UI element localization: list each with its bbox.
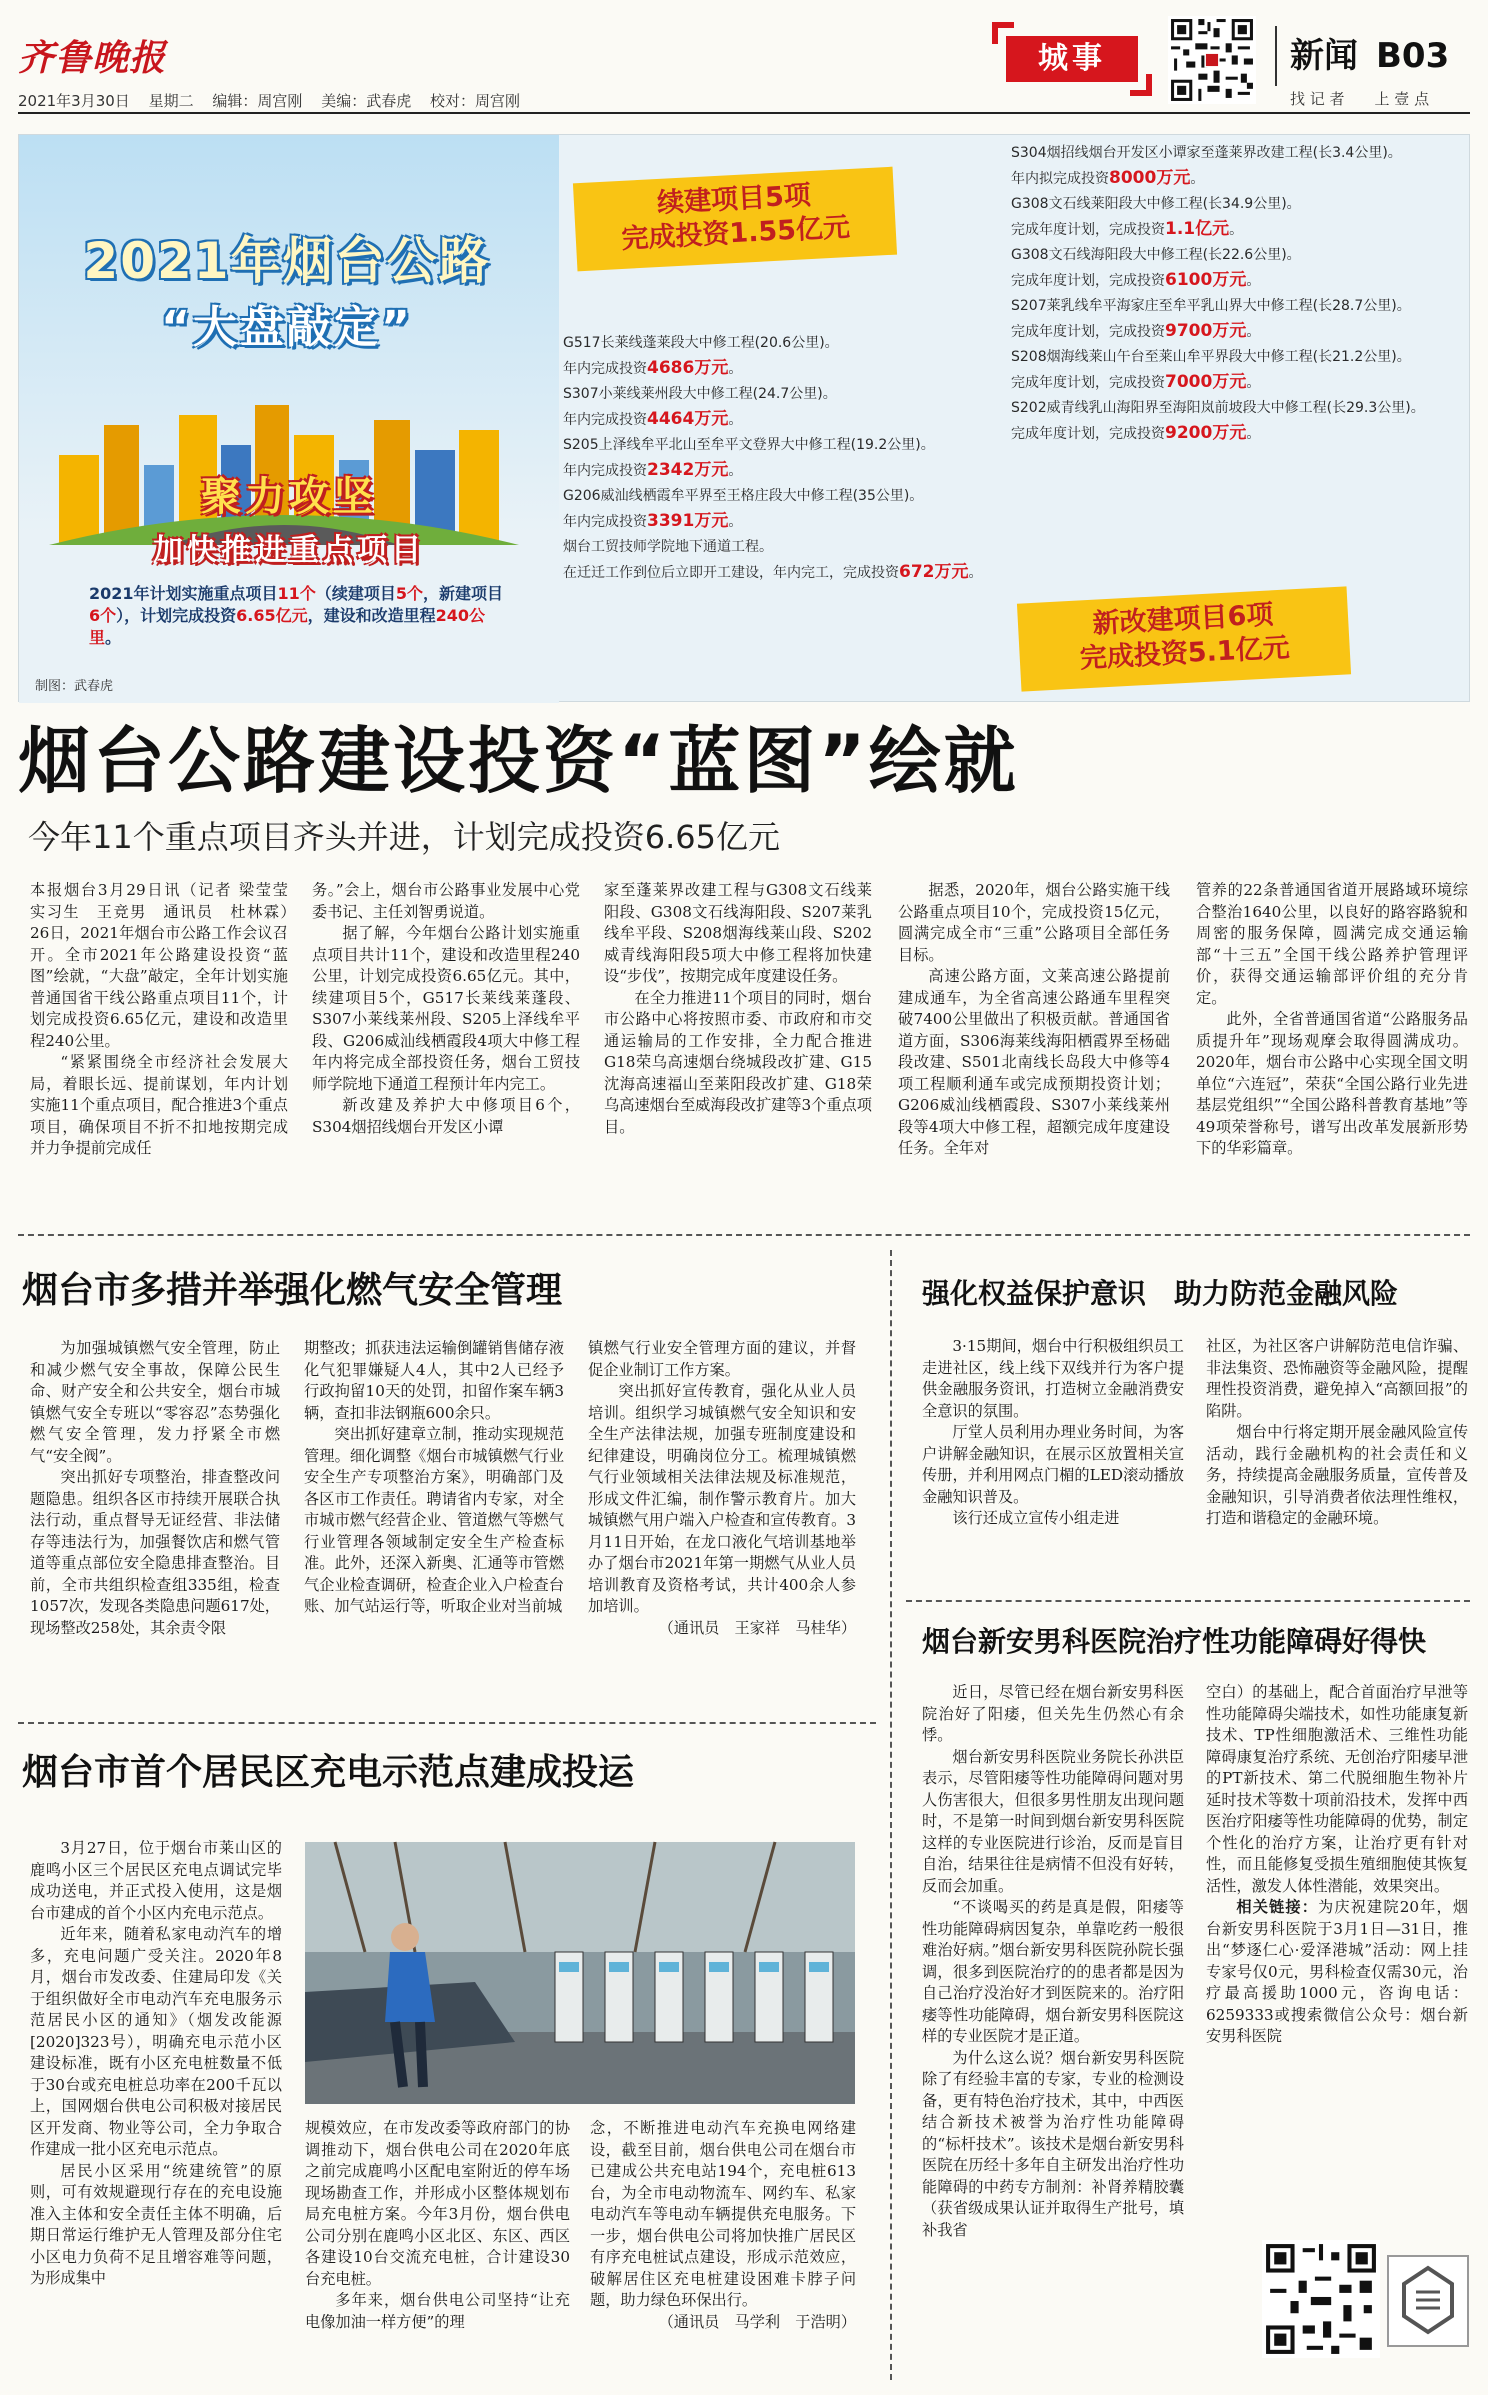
project-item [563,382,983,433]
infographic-slogan-secondary: 加快推进重点项目 [153,533,425,568]
article-paragraph: 念，不断推进电动汽车充换电网络建设，截至目前，烟台供电公司在烟台市已建成公共充电站194个，充电桩613台，为全市电动物流车、网约车、私家电动汽车等电动车辆提供充电服务。下一步，烟台供电公司将加快推广居民区有序充电桩试点建设，形成示范效应，破解居住区充电桩建设困难卡脖子问题，助力绿色环保出行。 [590,2119,856,2309]
gas-column-1 [30,1338,280,1708]
infographic-credit: 制图：武春虎 [35,679,114,694]
project-item [1011,192,1451,243]
project-item [1011,141,1451,192]
investment-value: 4686万元 [647,358,729,378]
new-project-list [1011,141,1451,447]
investment-suffix: 。 [1246,375,1261,391]
hospital-headline: 烟台新安男科医院治疗性功能障碍好得快 [922,1625,1427,1658]
charging-headline: 烟台市首个居民区充电示范点建成投运 [22,1752,635,1793]
article-paragraph: 管养的22条普通国省道开展路域环境综合整治1640公里，以良好的路容路貌和周密的服务保障，圆满完成交通运输部“十三五”全国干线公路养护管理评价，获得交通运输部评价组的充分肯定。 [1196,881,1468,1007]
lead-subhead: 今年11个重点项目齐头并进，计划完成投资6.65亿元 [28,818,780,856]
newspaper-logo: 齐鲁晚报 [18,37,167,79]
investment-suffix: 。 [1190,171,1205,187]
article-paragraph: 本报烟台3月29日讯（记者 梁莹莹 实习生 王竞男 通讯员 杜林霖） 26日，2021年烟台市公路工作会议召开。全市2021年公路建设投资“蓝图”绘就，“大盘”敲定，全年计划实施普通国省干线公路重点项目11个，计划完成投资6.65亿元，建设和改造里程240公里。 [30,881,304,1050]
investment-value: 2342万元 [647,460,729,480]
project-name: S304烟招线烟台开发区小谭家至蓬莱界改建工程(长3.4公里)。 [1011,145,1402,161]
article-paragraph: 据了解，今年烟台公路计划实施重点项目共计11个，建设和改造里程240公里，计划完成投资6.65亿元。其中，续建项目5个，G517长莱线莱蓬段、S307小莱线莱州段、S205上泽线牟平段、G206威汕线栖霞段4项大中修工程年内将完成全部投资任务，烟台工贸技师学院地下通道工程预计年内完工。 [312,924,580,1093]
section-divider [18,1722,876,1724]
investment-suffix: 。 [728,412,743,428]
finance-headline: 强化权益保护意识 助力防范金融风险 [922,1277,1399,1310]
article-paragraph: 镇燃气行业安全管理方面的建议，并督促企业制订工作方案。 [588,1339,856,1379]
project-item [563,433,983,484]
article-paragraph: 突出抓好建章立制，推动实现规范管理。细化调整《烟台市城镇燃气行业安全生产专项整治方案》，明确部门及各区市工作责任。聘请省内专家，对全市城市燃气经营企业、管道燃气等燃气行业管理各领域制定安全生产检查标准。此外，还深入新奥、汇通等市管燃气企业检查调研，检查企业入户检查台账、加气站运行等，听取企业对当前城 [304,1425,564,1615]
page-number: B03 [1376,36,1450,76]
investment-suffix: 。 [1246,324,1261,340]
article-paragraph: 高速公路方面，文莱高速公路提前建成通车，为全省高速公路通车里程突破7400公里做出了积极贡献。普通国省道方面，S306海莱线海阳栖霞界至杨础段改建、S501北南线长岛段大中修等4项工程顺利通车或完成预期投资计划；G206威汕线栖霞段、S307小莱线莱州段等4项大中修工程，超额完成年度建设任务。全年对 [898,967,1170,1157]
investment-value: 672万元 [899,562,969,582]
infographic-slogan-primary: 聚力攻坚 [201,474,377,520]
lead-column-4 [898,880,1170,1220]
section-label-box [992,22,1152,96]
summary-number: 6个 [89,606,117,625]
hospital-column-1 [922,1682,1184,2382]
related-link-label: 相关链接： [1236,1898,1319,1916]
article-paragraph: 该行还成立宣传小组走进 [952,1509,1120,1527]
infographic-title-main: “大盘敲定” [161,302,413,353]
investment-suffix: 。 [1246,273,1261,289]
summary-text: 。 [105,628,122,647]
finance-column-1 [922,1336,1184,1586]
investment-value: 1.1亿元 [1165,219,1230,239]
badge-line: 续建项目5项 [656,180,812,220]
project-investment [1011,268,1451,294]
summary-text: ，新建项目 [422,584,503,603]
summary-number: 11个 [277,584,316,603]
investment-suffix: 。 [1229,222,1244,238]
project-item [563,535,983,586]
investment-value: 6100万元 [1165,270,1247,290]
project-investment [563,509,983,535]
project-name: G206威汕线栖霞牟平界至王格庄段大中修工程(35公里)。 [563,488,924,504]
article-paragraph: 规模效应，在市发改委等政府部门的协调推动下，烟台供电公司在2020年底之前完成鹿鸣小区配电室附近的停车场现场勘查工作，并形成小区整体规划布局充电桩方案。今年3月份，烟台供电公司分别在鹿鸣小区北区、东区、西区各建设10台交流充电桩，合计建设30台充电桩。 [305,2119,570,2288]
column-divider [890,1250,892,2380]
project-item [1011,294,1451,345]
issue-date: 2021年3月30日 [18,92,130,110]
investment-value: 3391万元 [647,511,729,531]
project-item [563,331,983,382]
investment-suffix: 。 [968,565,983,581]
badge-line: 完成投资1.55亿元 [620,212,851,255]
investment-value: 9200万元 [1165,423,1247,443]
charging-column-3 [590,2118,856,2386]
article-paragraph: 多年来，烟台供电公司坚持“让充电像加油一样方便”的理 [305,2291,570,2331]
badge-line: 完成投资5.1亿元 [1079,632,1291,675]
investment-value: 9700万元 [1165,321,1247,341]
investment-label: 年内完成投资 [563,361,647,377]
project-item [563,484,983,535]
article-paragraph: 空白）的基础上，配合首面治疗早泄等性功能障碍尖端技术，如性功能康复新技术、TP性细胞激活术、三维性功能障碍康复治疗系统、无创治疗阳痿早泄的PT新技术、第二代脱细胞生物补片延时技术等数十项前沿技术，发挥中西医治疗阳痿等性功能障碍的优势，制定个性化的治疗方案，让治疗更有针对性，而且能修复受损生殖细胞使其恢复活性，激发人体性潜能，效果突出。 [1206,1683,1468,1895]
investment-label: 年内完成投资 [563,463,647,479]
article-paragraph: 家至蓬莱界改建工程与G308文石线莱阳段、G308文石线海阳段、S207莱乳线牟平段、S208烟海线莱山段、S202威青线海阳段5项大中修工程将加快建设“步伐”，按期完成年度建设任务。 [604,881,872,985]
infographic-summary [89,583,509,649]
summary-text: （续建项目 [315,584,396,603]
project-name: S207莱乳线牟平海家庄至牟平乳山界大中修工程(长28.7公里)。 [1011,298,1411,314]
summary-number: 240公里 [89,606,486,647]
article-paragraph: 此外，全省普通国省道“公路服务品质提升年”现场观摩会取得圆满成功。2020年，烟台市公路中心实现全国文明单位“六连冠”，荣获“全国公路行业先进基层党组织”“全国公路科普教育基地”等49项荣誉称号，谱写出改革发展新形势下的华彩篇章。 [1196,1010,1468,1157]
investment-suffix: 。 [728,463,743,479]
summary-text: ，建设和改造里程 [307,606,436,625]
investment-value: 8000万元 [1109,168,1191,188]
qr-code-icon [1168,16,1256,104]
article-paragraph: 3·15期间，烟台中行积极组织员工走进社区，线上线下双线并行为客户提供金融服务资讯，打造树立金融消费安全意识的氛围。 [922,1337,1184,1420]
continue-project-list [563,331,983,586]
investment-label: 完成年度计划，完成投资 [1011,426,1165,442]
article-paragraph: “紧紧围绕全市经济社会发展大局，着眼长远、提前谋划，年内计划实施11个重点项目，配合推进3个重点项目，确保项目不折不扣地按期完成并力争提前完成任 [30,1053,288,1157]
article-paragraph: “不谈喝买的药是真是假，阳痿等性功能障碍病因复杂，单靠吃药一般很难治好病。”烟台新安男科医院孙院长强调，很多到医院治疗的的患者都是因为自己治疗没治好才到医院来的。治疗阳痿等性功能障碍，烟台新安男科医院这样的专业医院才是正道。 [922,1898,1184,2045]
qr-code-icon [1262,2240,1380,2358]
article-paragraph: 烟台新安男科医院业务院长孙洪臣表示，尽管阳痿等性功能障碍问题对男人伤害很大，但很多男性朋友出现问题时，不是第一时间到烟台新安男科医院这样的专业医院进行诊治，反而是盲目自治，结果往往是病情不但没有好转，反而会加重。 [922,1747,1184,1895]
section-label: 城事 [1006,36,1138,82]
article-paragraph: 据悉，2020年，烟台公路实施干线公路重点项目10个，完成投资15亿元，圆满完成全市“三重”公路项目全部任务目标。 [898,881,1170,964]
article-paragraph: 居民小区采用“统建统管”的原则，可有效规避现行存在的充电设施准入主体和安全责任主体不明确，后期日常运行维护无人管理及部分住宅小区电力负荷不足且增容难等问题，为形成集中 [30,2161,282,2287]
finance-column-2 [1206,1336,1468,1586]
gas-headline: 烟台市多措并举强化燃气安全管理 [22,1270,563,1311]
section-divider [18,1234,1470,1236]
article-paragraph: 突出抓好专项整治，排查整改问题隐患。组织各区市持续开展联合执法行动，重点督导无证经营、非法储存等违法行为，加强餐饮店和燃气管道等重点部位安全隐患排查整治。目前，全市共组织检查组335组，检查1057次，发现各类隐患问题617处，现场整改258处，其余责令限 [30,1468,280,1637]
investment-value: 4464万元 [647,409,729,429]
project-investment [563,560,983,586]
infographic-panel [18,134,1470,702]
investment-suffix: 。 [728,361,743,377]
summary-text: 2021年计划实施重点项目 [89,584,278,603]
investment-label: 年内拟完成投资 [1011,171,1109,187]
article-paragraph: 务。”会上，烟台市公路事业发展中心党委书记、主任刘智勇说道。 [312,881,580,921]
header-rule [18,112,1470,114]
investment-suffix: 。 [728,514,743,530]
investment-value: 7000万元 [1165,372,1247,392]
investment-label: 完成年度计划，完成投资 [1011,324,1165,340]
article-paragraph: 3月27日，位于烟台市莱山区的鹿鸣小区三个居民区充电点调试完毕成功送电，并正式投入使用，这是烟台市建成的首个小区内充电示范点。 [30,1839,282,1922]
gas-column-3 [588,1338,856,1708]
section-divider [906,1600,1470,1602]
article-paragraph: 近日，尽管已经在烟台新安男科医院治好了阳痿，但关先生仍然心有余悸。 [922,1683,1184,1744]
related-link-text: 为庆祝建院20年，烟台新安男科医院于3月1日—31日，推出“梦逐仁心·爱泽港城”活动：网上挂专家号仅0元，男科检查仅需30元，治疗最高援助1000元，咨询电话：6259333或搜索微信公众号：烟台新安男科医院 [1206,1898,1469,2045]
page-name: 新闻 [1290,36,1358,76]
project-investment [1011,217,1451,243]
charging-column-2 [305,2118,570,2386]
article-paragraph: 为加强城镇燃气安全管理，防止和减少燃气安全事故，保障公民生命、财产安全和公共安全，烟台市城镇燃气安全专班以“零容忍”态势强化燃气安全管理，发力抒紧全市燃气“安全阀”。 [30,1339,280,1465]
investment-label: 在迁迁工作到位后立即开工建设，年内完工，完成投资 [563,565,899,581]
hospital-logo-icon [1388,2256,1468,2346]
article-paragraph: 突出抓好宣传教育，强化从业人员培训。组织学习城镇燃气安全知识和安全生产法律法规，加强专班制度建设和纪律建设，明确岗位分工。梳理城镇燃气行业领域相关法律法规及标准规范，形成文件汇编，制作警示教育片。加大城镇燃气用户端入户检查和宣传教育。3月11日开始，在龙口液化气培训基地举办了烟台市2021年第一期燃气从业人员培训教育及资格考试，共计400余人参加培训。 [588,1382,856,1615]
project-investment [563,356,983,382]
project-item [1011,243,1451,294]
new-projects-badge [1017,586,1351,691]
investment-label: 年内完成投资 [563,412,647,428]
project-name: G308文石线莱阳段大中修工程(长34.9公里)。 [1011,196,1301,212]
project-investment [563,407,983,433]
lead-column-2 [312,880,580,1220]
project-name: S307小莱线莱州段大中修工程(24.7公里)。 [563,386,837,402]
project-name: G308文石线海阳段大中修工程(长22.6公里)。 [1011,247,1301,263]
reporter-line: 找 记 者 上 壹 点 [1290,90,1430,108]
investment-label: 完成年度计划，完成投资 [1011,375,1165,391]
article-paragraph: 期整改；抓获违法运输倒罐销售储存液化气犯罪嫌疑人4人，其中2人已经予行政拘留10天的处罚，扣留作案车辆3辆，查扣非法钢瓶600余只。 [304,1339,564,1422]
article-byline: （通讯员 马学利 于浩明） [658,2312,856,2331]
editor-credit: 编辑：周宫刚 [212,92,303,110]
article-byline: （通讯员 王家祥 马桂华） [658,1618,856,1637]
project-name: 烟台工贸技师学院地下通道工程。 [563,539,773,555]
charging-column-1 [30,1838,282,2386]
article-paragraph: 在全力推进11个项目的同时，烟台市公路中心将按照市委、市政府和市交通运输局的工作安排，全力配合推进G18荣乌高速烟台绕城段改扩建、G15沈海高速福山至莱阳段改扩建、G18荣乌高速烟台至威海段改扩建等3个重点项目。 [604,988,872,1136]
lead-column-5 [1196,880,1468,1220]
summary-text: ），计划完成投资 [116,606,237,625]
project-name: S202威青线乳山海阳界至海阳岚前坡段大中修工程(长29.3公里)。 [1011,400,1425,416]
project-investment [1011,370,1451,396]
proofreader-credit: 校对：周宫刚 [429,92,520,110]
investment-label: 完成年度计划，完成投资 [1011,273,1165,289]
infographic-title-year: 2021年烟台公路 [83,232,491,290]
project-name: G517长莱线蓬莱段大中修工程(20.6公里)。 [563,335,839,351]
lead-column-3 [604,880,872,1220]
masthead [0,0,1488,120]
art-editor-credit: 美编：武春虎 [321,92,412,110]
gas-column-2 [304,1338,564,1708]
lead-headline: 烟台公路建设投资“蓝图”绘就 [18,719,1019,803]
investment-label: 完成年度计划，完成投资 [1011,222,1165,238]
investment-suffix: 。 [1246,426,1261,442]
project-investment [1011,421,1451,447]
investment-label: 年内完成投资 [563,514,647,530]
article-paragraph: 厅堂人员利用办理业务时间，为客户讲解金融知识，在展示区放置相关宣传册，并利用网点门楣的LED滚动播放金融知识普及。 [922,1423,1184,1506]
header-divider [1275,26,1277,86]
project-name: S205上泽线牟平北山至牟平文登界大中修工程(19.2公里)。 [563,437,935,453]
project-item [1011,345,1451,396]
project-investment [563,458,983,484]
badge-line: 新改建项目6项 [1091,599,1275,640]
issue-weekday: 星期二 [148,92,194,110]
summary-number: 6.65亿元 [236,606,308,625]
page-header [1290,28,1449,77]
continue-projects-badge [573,167,897,272]
hospital-column-2 [1206,1682,1468,2236]
project-investment [1011,319,1451,345]
charging-station-photo [305,1842,855,2104]
article-paragraph: 烟台中行将定期开展金融风险宣传活动，践行金融机构的社会责任和义务，持续提高金融服务质量，宣传普及金融知识，引导消费者依法理性维权，打造和谐稳定的金融环境。 [1206,1423,1468,1527]
article-paragraph: 社区，为社区客户讲解防范电信诈骗、非法集资、恐怖融资等金融风险，提醒理性投资消费，避免掉入“高额回报”的陷阱。 [1206,1337,1468,1420]
summary-number: 5个 [395,584,423,603]
lead-column-1 [30,880,304,1220]
article-paragraph: 为什么这么说？烟台新安男科医院除了有经验丰富的专家，专业的检测设备，更有特色治疗技术，其中，中西医结合新技术被誉为治疗性功能障碍的“标杆技术”。该技术是烟台新安男科医院在历经十多年自主研发出治疗性功能障碍的中药专方制剂：补肾养精胶囊（获省级成果认证并取得生产批号，填补我省 [922,2048,1184,2239]
article-paragraph: 新改建及养护大中修项目6个，S304烟招线烟台开发区小谭 [312,1096,580,1136]
article-paragraph: 近年来，随着私家电动汽车的增多，充电问题广受关注。2020年8月，烟台市发改委、住建局印发《关于组织做好全市电动汽车充电服务示范居民小区的通知》（烟发改能源[2020]323号），明确充电示范小区建设标准，既有小区充电桩数量不低于30台或充电桩总功率在200千瓦以上，国网烟台供电公司积极对接居民区开发商、物业等公司，全力争取合作建成一批小区充电示范点。 [30,1925,282,2158]
project-name: S208烟海线莱山午台至莱山牟平界段大中修工程(长21.2公里)。 [1011,349,1411,365]
project-investment [1011,166,1451,192]
project-item [1011,396,1451,447]
issue-meta [18,90,534,111]
